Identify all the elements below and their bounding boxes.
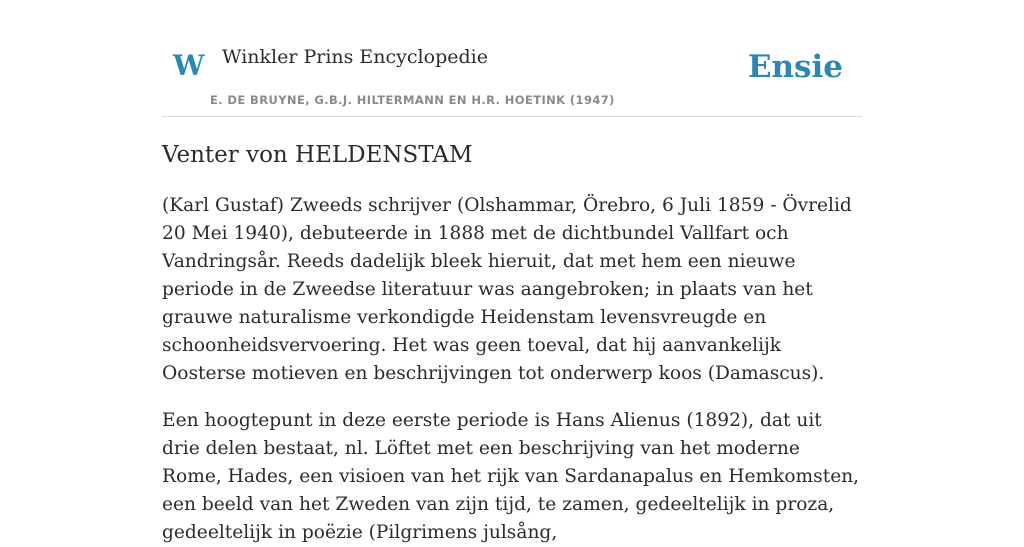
article-paragraph: (Karl Gustaf) Zweeds schrijver (Olshammar, Örebro, 6 Juli 1859 - Övrelid 20 Mei 1940), debuteerde in 1888 met de dichtbundel Vallfart och Vandringsår. Reeds dadelijk bleek hieruit, dat met hem een nieuwe periode in de Zweedse literatuur was aangebroken; in plaats van het grauwe naturalisme verkondigde Heidenstam levensvreugde en schoonheidsvervoering. Het was geen toeval, dat hij aanvankelijk Oosterse motieven en beschrijvingen tot onderwerp koos (Damascus).	[162, 195, 852, 384]
site-header	[162, 30, 862, 117]
publication-authors: E. DE BRUYNE, G.B.J. HILTERMANN EN H.R. HOETINK (1947)	[210, 93, 615, 107]
ensie-brand-logo[interactable]: Ensie	[747, 49, 843, 85]
article	[162, 138, 862, 543]
publication-title[interactable]: Winkler Prins Encyclopedie	[222, 46, 488, 68]
article-title: Venter von HELDENSTAM	[162, 142, 473, 168]
publication-logo[interactable]: W	[173, 49, 205, 82]
article-paragraph: Een hoogtepunt in deze eerste periode is Hans Alienus (1892), dat uit drie delen bestaat, nl. Löftet met een beschrijving van het moderne Rome, Hades, een visioen van het rijk van Sardanapalus en Hemkomsten, een beeld van het Zweden van zijn tijd, te zamen, gedeeltelijk in proza, gedeeltelijk in poëzie (Pilgrimens julsång,	[162, 410, 860, 543]
